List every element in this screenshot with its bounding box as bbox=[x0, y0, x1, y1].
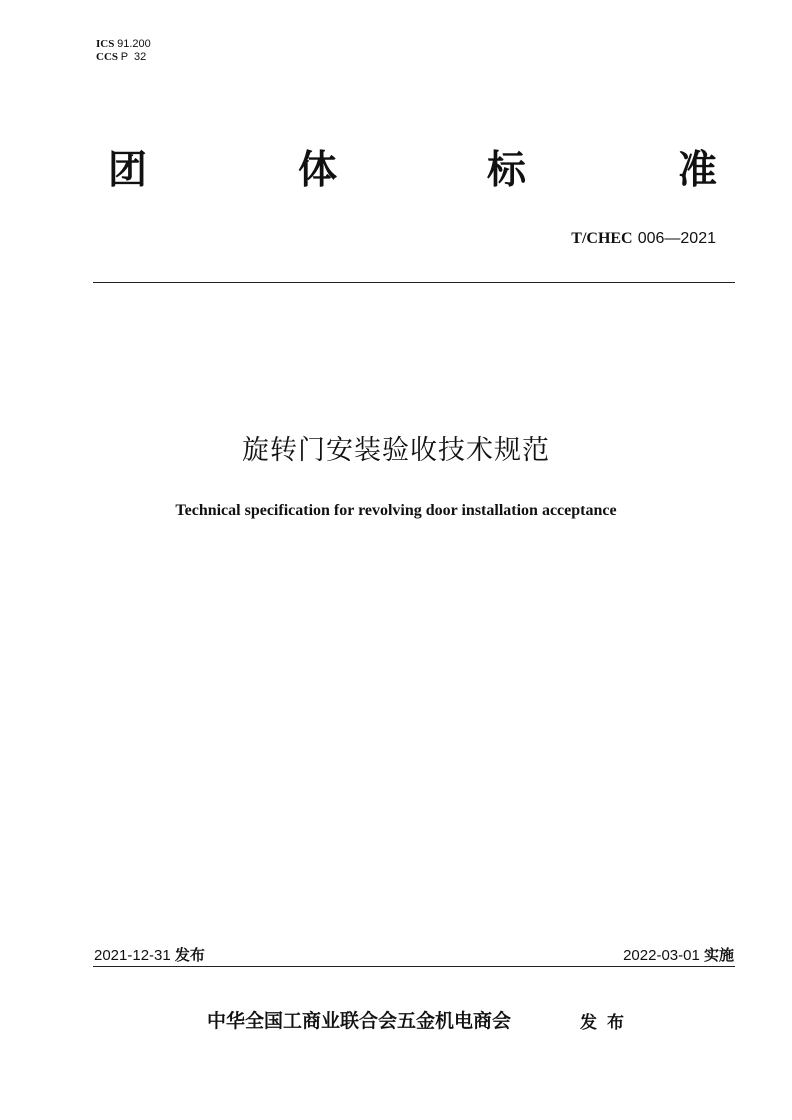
ccs-value: P 32 bbox=[120, 51, 147, 63]
ccs-label: CCS bbox=[96, 51, 119, 63]
classification-codes bbox=[96, 38, 151, 64]
ics-label: ICS bbox=[96, 38, 115, 50]
standard-number bbox=[571, 228, 716, 248]
standard-number-prefix: T/CHEC bbox=[571, 230, 633, 247]
issue-date: 2021-12-31 bbox=[94, 947, 171, 964]
effective-label: 实施 bbox=[703, 946, 734, 964]
effective-date-line bbox=[623, 944, 734, 965]
publish-label: 发布 bbox=[580, 1013, 634, 1033]
standard-type-char-4: 准 bbox=[678, 148, 718, 193]
standard-type-char-2: 体 bbox=[298, 148, 338, 193]
standard-type-char-3: 标 bbox=[487, 148, 527, 193]
issue-date-line bbox=[94, 944, 205, 965]
header-divider bbox=[93, 282, 735, 283]
standard-number-value: 006—2021 bbox=[637, 230, 716, 247]
standard-type-heading bbox=[100, 146, 726, 196]
title-chinese: 旋转门安装验收技术规范 bbox=[242, 435, 550, 466]
ccs-code bbox=[96, 51, 151, 64]
effective-date: 2022-03-01 bbox=[623, 947, 700, 964]
publisher-name: 中华全国工商业联合会五金机电商会 bbox=[207, 1010, 512, 1032]
ics-value: 91.200 bbox=[117, 38, 151, 50]
issue-label: 发布 bbox=[174, 946, 205, 964]
title-english: Technical specification for revolving door installation acceptance bbox=[175, 502, 617, 519]
ics-code bbox=[96, 38, 151, 51]
standard-type-char-1: 团 bbox=[108, 148, 148, 193]
footer-divider bbox=[93, 966, 735, 967]
